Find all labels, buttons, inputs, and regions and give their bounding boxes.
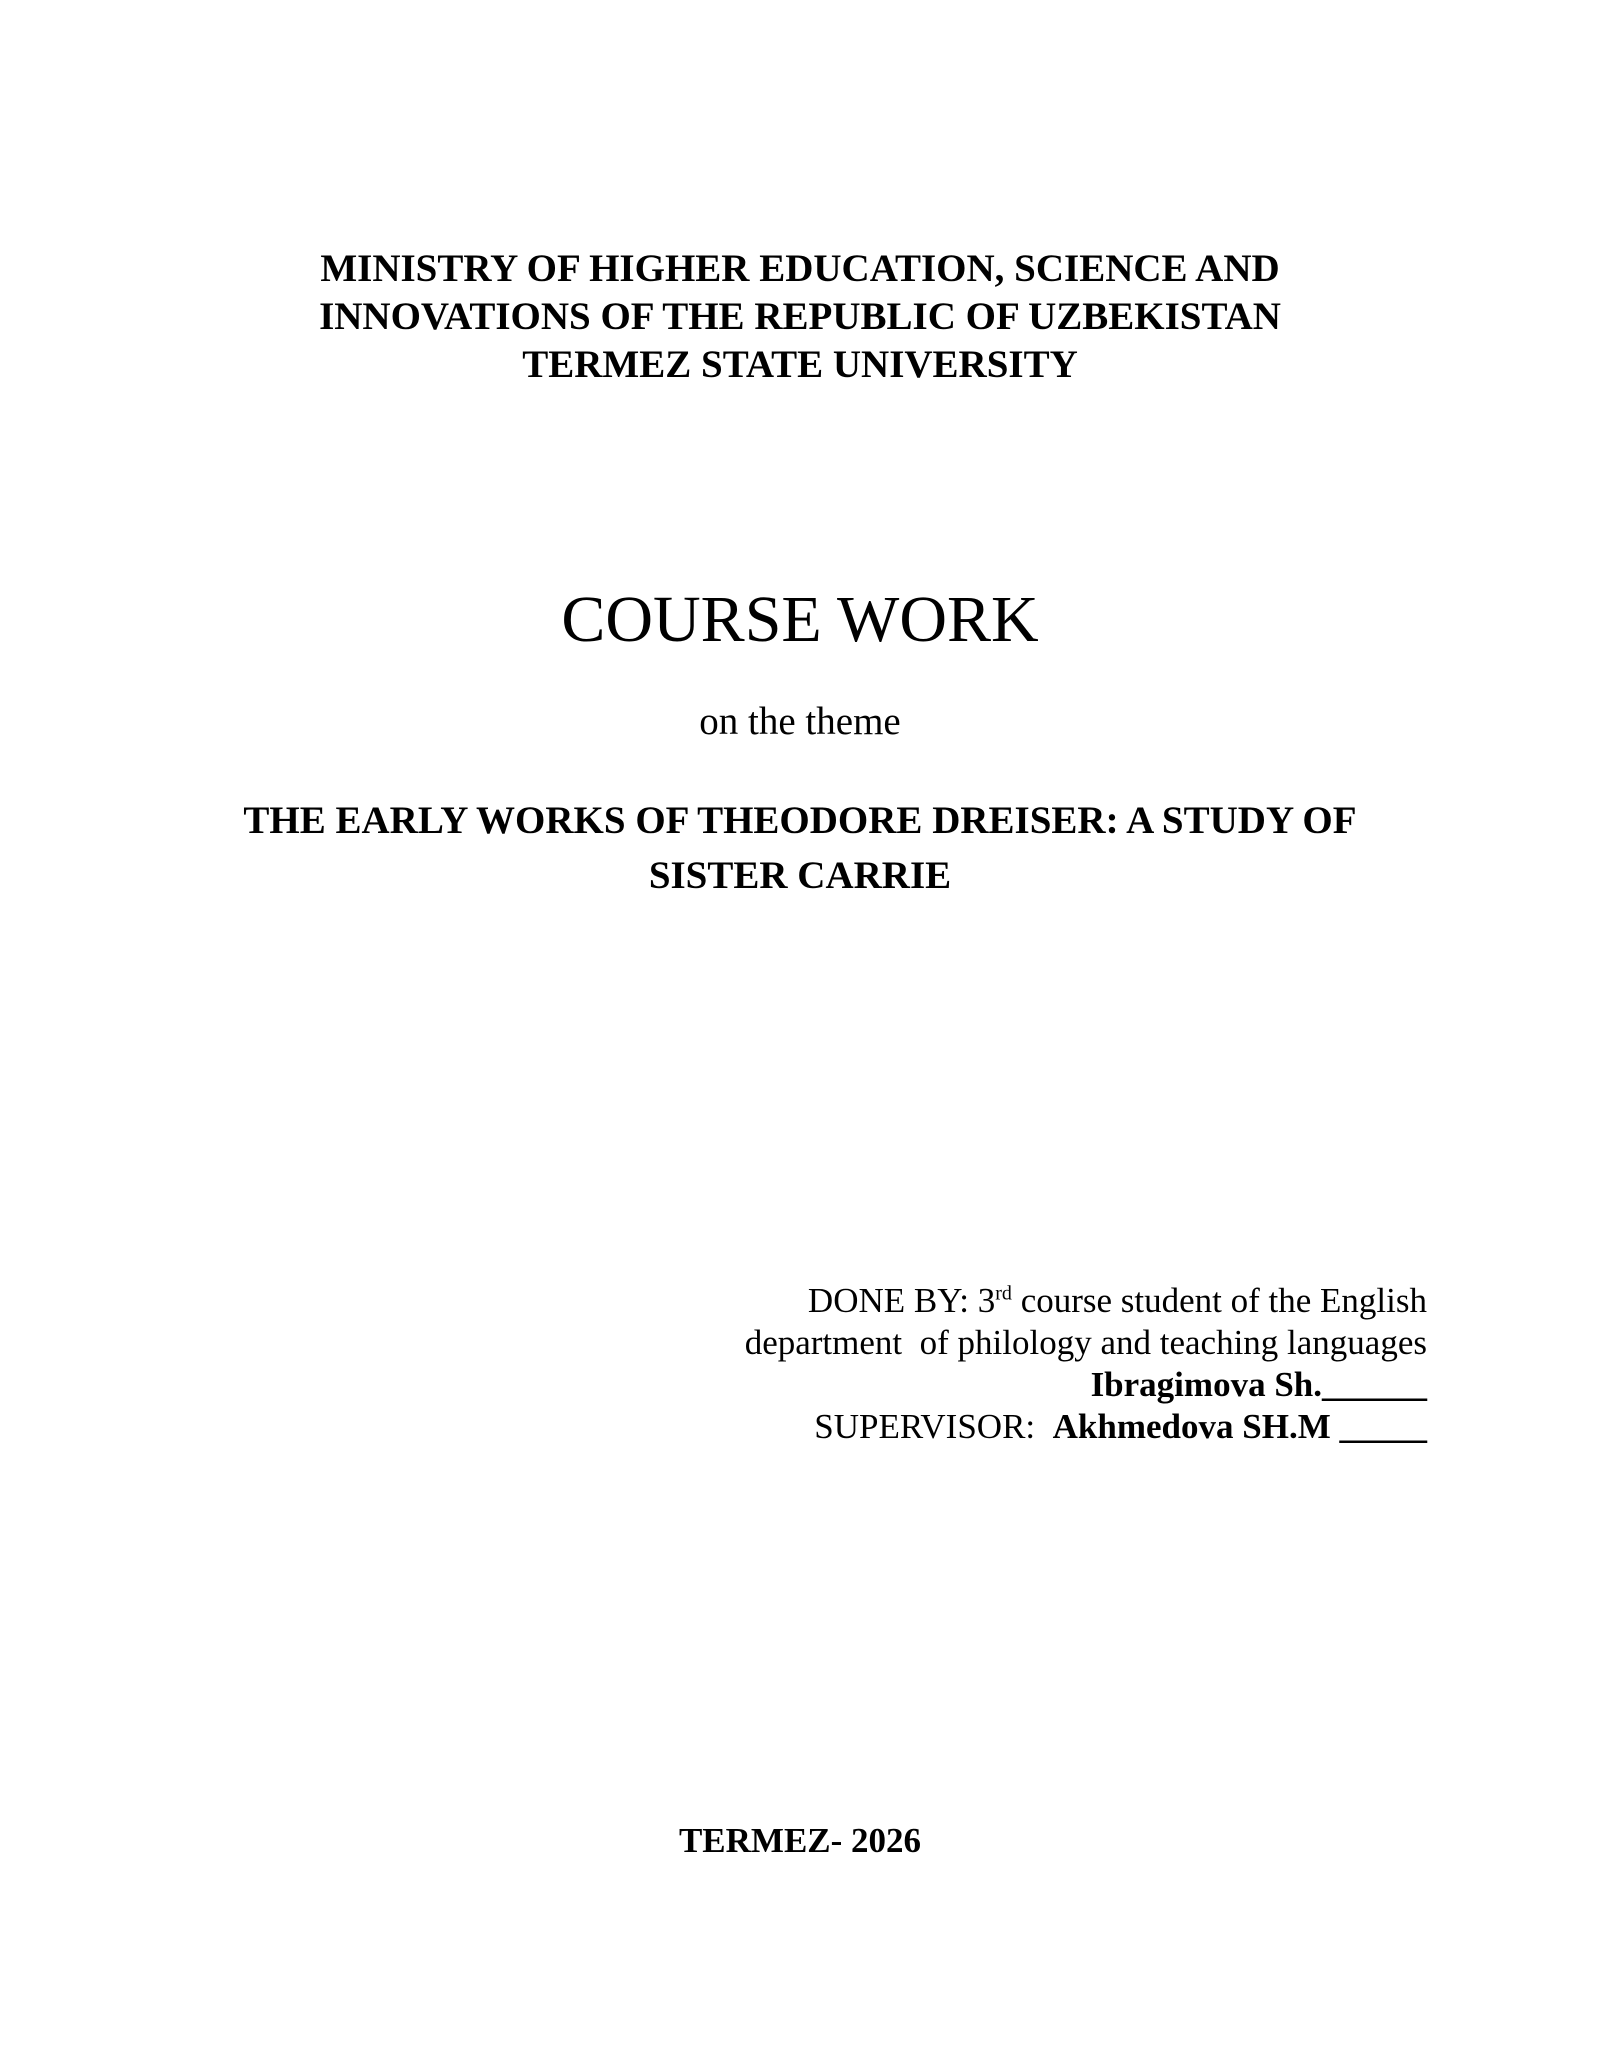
supervisor-label: SUPERVISOR: — [814, 1407, 1053, 1446]
document-type-title: COURSE WORK — [561, 583, 1039, 656]
department-line: department of philology and teaching languages — [744, 1323, 1427, 1362]
topic-line-1: THE EARLY WORKS OF THEODORE DREISER: A STUDY OF — [243, 799, 1357, 842]
theme-subtitle: on the theme — [699, 700, 901, 743]
city-year-footer: TERMEZ- 2026 — [678, 1821, 922, 1860]
credits-block — [527, 1280, 1427, 1448]
done-by-text: course student of the English — [1011, 1281, 1427, 1320]
student-name: Ibragimova Sh.______ — [1090, 1365, 1427, 1404]
course-work-topic — [0, 793, 1600, 903]
course-ordinal-suffix: rd — [995, 1282, 1012, 1305]
supervisor-name: Akhmedova SH.M _____ — [1052, 1407, 1427, 1446]
university-name: TERMEZ STATE UNIVERSITY — [522, 343, 1078, 386]
ministry-line-1: MINISTRY OF HIGHER EDUCATION, SCIENCE AND — [320, 247, 1280, 290]
done-by-line — [527, 1280, 1427, 1322]
institution-header — [0, 245, 1600, 389]
done-by-label: DONE BY: — [807, 1281, 978, 1320]
topic-line-2: SISTER CARRIE — [648, 854, 952, 897]
ministry-line-2: INNOVATIONS OF THE REPUBLIC OF UZBEKISTAN — [319, 295, 1281, 338]
course-number: 3 — [977, 1281, 996, 1320]
supervisor-line — [527, 1406, 1427, 1448]
